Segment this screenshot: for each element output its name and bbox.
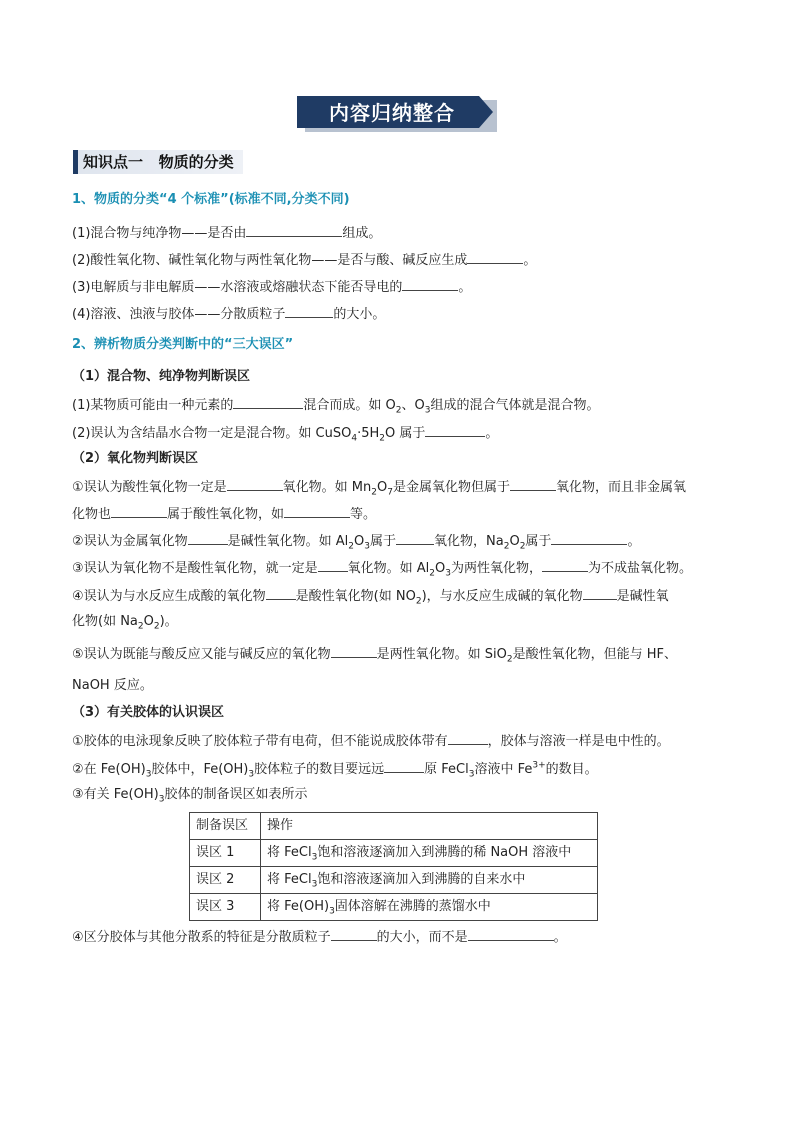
line-o4: ④误认为与水反应生成酸的氧化物 是酸性氧化物(如 $NO_2$)，与水反应生成碱的氧化物 是碱性氧 bbox=[72, 585, 669, 607]
line-l1: (1)混合物与纯净物——是否由 组成。 bbox=[72, 222, 381, 244]
section-title: 知识点一 物质的分类 bbox=[83, 153, 234, 171]
line-o4b: 化物(如 $Na_2O_2$)。 bbox=[72, 614, 178, 632]
line-o5: ⑤误认为既能与酸反应又能与碱反应的氧化物 是两性氧化物。如 SiO$_2$是酸性氧化物，但能与 HF、 bbox=[72, 643, 677, 665]
line-m1: (1)某物质可能由一种元素的 混合而成。如 $O_2$、$O_3$组成的混合气体就是混合物。 bbox=[72, 394, 600, 416]
preparation-table bbox=[189, 812, 598, 921]
line-c3: ③有关 $Fe(OH)_3$胶体的制备误区如表所示 bbox=[72, 787, 308, 805]
subheading-3: （3）有关胶体的认识误区 bbox=[72, 705, 225, 720]
line-l2: (2)酸性氧化物、碱性氧化物与两性氧化物——是否与酸、碱反应生成 。 bbox=[72, 249, 536, 271]
table-row bbox=[190, 840, 598, 867]
table-cell: 误区 2 bbox=[190, 867, 261, 894]
table-header: 制备误区 bbox=[190, 813, 261, 840]
heading-2: 2、辨析物质分类判断中的“三大误区” bbox=[72, 337, 294, 352]
table-row bbox=[190, 894, 598, 921]
section-header bbox=[73, 150, 245, 174]
line-o2: ②误认为金属氧化物 是碱性氧化物。如 $Al_2O_3$属于 氧化物，$Na_2O_2$属于 。 bbox=[72, 530, 640, 552]
title-banner bbox=[297, 96, 497, 132]
table-header: 操作 bbox=[261, 813, 598, 840]
line-l4: (4)溶液、浊液与胶体——分散质粒子 的大小。 bbox=[72, 303, 385, 325]
line-l3: (3)电解质与非电解质——水溶液或熔融状态下能否导电的 。 bbox=[72, 276, 471, 298]
table-header-row bbox=[190, 813, 598, 840]
line-o5b: NaOH 反应。 bbox=[72, 678, 153, 693]
table-cell: 将 $Fe(OH)_3$固体溶解在沸腾的蒸馏水中 bbox=[261, 894, 598, 921]
line-o3: ③误认为氧化物不是酸性氧化物，就一定是 氧化物。如 $Al_2O_3$为两性氧化物， 为不成盐氧化物。 bbox=[72, 557, 692, 579]
line-c1: ①胶体的电泳现象反映了胶体粒子带有电荷，但不能说成胶体带有 ，胶体与溶液一样是电中性的。 bbox=[72, 730, 670, 752]
heading-1: 1、物质的分类“4 个标准”(标准不同,分类不同) bbox=[72, 192, 350, 207]
line-c4: ④区分胶体与其他分散系的特征是分散质粒子 的大小，而不是 。 bbox=[72, 926, 567, 948]
line-m2: (2)误认为含结晶水合物一定是混合物。如 $CuSO_4\cdot 5H_2O$ 属于 。 bbox=[72, 422, 498, 444]
banner-title: 内容归纳整合 bbox=[329, 101, 455, 125]
line-o1b: 化物也 属于酸性氧化物，如 等。 bbox=[72, 503, 376, 525]
table-cell: 误区 1 bbox=[190, 840, 261, 867]
line-o1: ①误认为酸性氧化物一定是 氧化物。如 $Mn_2O_7$是金属氧化物但属于 氧化物，而且非金属氧 bbox=[72, 476, 686, 498]
subheading-1: （1）混合物、纯净物判断误区 bbox=[72, 369, 251, 384]
table-cell: 将 FeCl$_3$饱和溶液逐滴加入到沸腾的稀 NaOH 溶液中 bbox=[261, 840, 598, 867]
table-cell: 将 FeCl$_3$饱和溶液逐滴加入到沸腾的自来水中 bbox=[261, 867, 598, 894]
table-row bbox=[190, 867, 598, 894]
subheading-2: （2）氧化物判断误区 bbox=[72, 451, 199, 466]
table-cell: 误区 3 bbox=[190, 894, 261, 921]
line-c2: ②在 $Fe(OH)_3$胶体中，$Fe(OH)_3$胶体粒子的数目要远远 原 FeCl$_3$溶液中 $Fe^{3+}$的数目。 bbox=[72, 758, 598, 780]
